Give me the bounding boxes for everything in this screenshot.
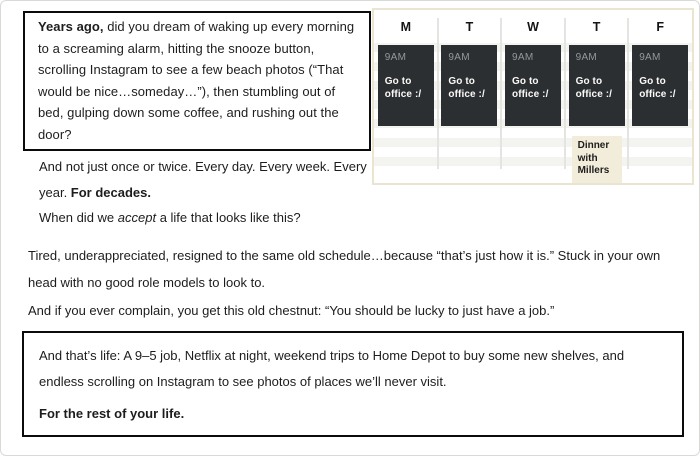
calendar-grid xyxy=(374,10,692,183)
paragraph-italic: accept xyxy=(117,210,157,225)
day-column-thursday xyxy=(565,10,629,183)
event-title: Go to office :/ xyxy=(575,76,613,100)
paragraph-every-day xyxy=(39,154,371,206)
paragraph-text: And not just once or twice. Every day. Every week. Every year. xyxy=(39,159,367,200)
intro-box xyxy=(23,11,371,151)
intro-text: did you dream of waking up every morning to a screaming alarm, hitting the snooze button, scrolling Instagram to see a few beach photos (“That would be nice…someday…”), then stumbling out of bed, gulping down some coffee, and rushing out the door? xyxy=(38,19,355,142)
closing-box xyxy=(22,331,684,437)
event-title: Go to office :/ xyxy=(511,76,549,100)
paragraph-old-chestnut: And if you ever complain, you get this old chestnut: “You should be lucky to just have a job.” xyxy=(28,303,555,318)
paragraph-tired-underappreciated: Tired, underappreciated, resigned to the same old schedule…because “that’s just how it is.” Stuck in your own head with no good role models to look to. xyxy=(28,248,661,290)
calendar-event-card xyxy=(441,45,497,126)
event-time: 9AM xyxy=(511,52,534,63)
closing-text: And that’s life: A 9–5 job, Netflix at night, weekend trips to Home Depot to buy some new shelves, and endless scrolling on Instagram to see photos of places we’ll never visit. xyxy=(39,348,625,389)
day-column-monday xyxy=(374,10,438,183)
paragraph-text: When did we xyxy=(39,210,118,225)
day-label: T xyxy=(465,19,474,34)
calendar-event-card xyxy=(569,45,625,126)
day-label: M xyxy=(400,19,411,34)
event-time: 9AM xyxy=(448,52,470,63)
day-column-wednesday xyxy=(501,10,565,183)
event-time: 9AM xyxy=(384,52,407,63)
event-time: 9AM xyxy=(639,52,661,63)
calendar-widget xyxy=(372,8,694,185)
event-title: Go to office :/ xyxy=(384,76,422,100)
intro-bold-lead: Years ago, xyxy=(38,19,104,34)
event-title: Go to office :/ xyxy=(639,76,676,100)
day-label: F xyxy=(656,19,664,34)
event-title: Go to office :/ xyxy=(448,76,485,100)
day-label: T xyxy=(592,19,601,34)
day-column-friday xyxy=(628,10,692,183)
paragraph-bold: For decades. xyxy=(70,185,151,200)
event-time: 9AM xyxy=(575,52,598,63)
closing-bold-text: For the rest of your life. xyxy=(39,406,185,421)
calendar-event-dinner: Dinner with Millers xyxy=(572,136,622,183)
paragraph-when-did-we-accept xyxy=(39,206,371,230)
day-label: W xyxy=(527,19,539,34)
day-column-tuesday xyxy=(438,10,502,183)
calendar-event-card xyxy=(505,45,561,126)
calendar-event-card xyxy=(378,45,434,126)
calendar-event-card xyxy=(632,45,688,126)
paragraph-text: a life that looks like this? xyxy=(156,210,301,225)
